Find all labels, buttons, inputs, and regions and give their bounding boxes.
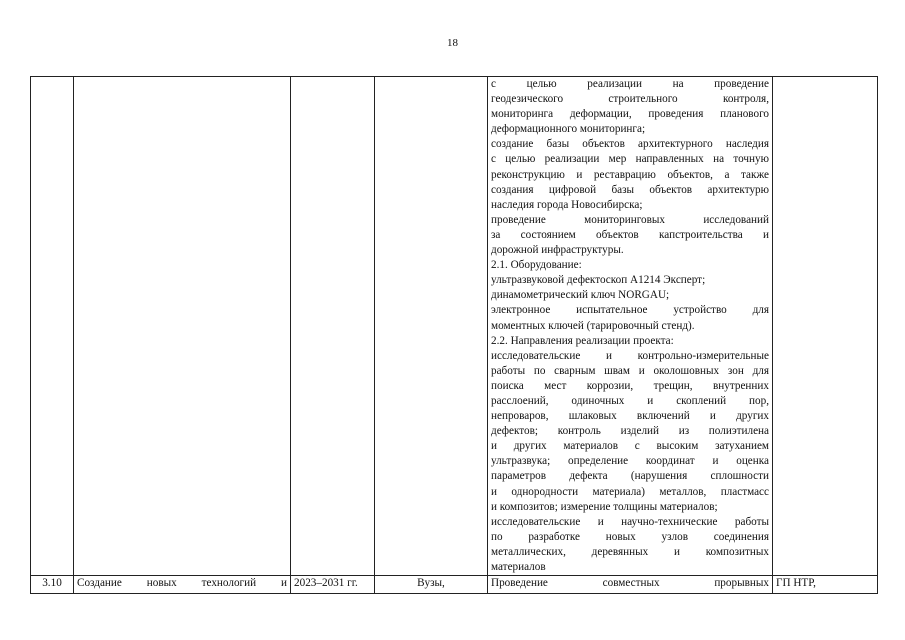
description-line: по разработке новых узлов соединения <box>491 530 769 543</box>
description-line: работы по сварным швам и околошовных зон для <box>491 364 769 377</box>
description-line: за состоянием объектов капстроительства и <box>491 228 769 241</box>
description-line: исследовательские и научно-технические работы <box>491 515 769 528</box>
table-row <box>31 77 878 576</box>
measures-table <box>30 76 878 594</box>
description-line: геодезического строительного контроля, <box>491 93 769 106</box>
description-line: наследия города Новосибирска; <box>491 198 643 211</box>
description-line: расслоений, одиночных и скоплений пор, <box>491 394 769 407</box>
description-line: 2.2. Направления реализации проекта: <box>491 334 674 347</box>
description-line: деформационного мониторинга; <box>491 123 646 136</box>
description-line: исследовательские и контрольно-измерительные <box>491 349 769 362</box>
description-line: с целью реализации мер направленных на точную <box>491 153 769 166</box>
description-cell: Проведение совместных прорывных <box>488 576 773 594</box>
description-line: проведение мониторинговых исследований <box>491 213 769 226</box>
description-line: мониторинга деформации, проведения планового <box>491 108 769 121</box>
number-cell: 3.10 <box>31 576 74 594</box>
number-cell <box>31 77 74 576</box>
description-line: дефектов; контроль изделий из полиэтилена <box>491 425 769 438</box>
description-line: непроваров, шлаковых включений и других <box>491 410 769 423</box>
title-cell: Создание новых технологий и <box>74 576 291 594</box>
description-line: ультразвуковой дефектоскоп А1214 Эксперт; <box>491 274 706 287</box>
description-line: параметров дефекта (нарушения сплошности <box>491 470 769 483</box>
description-line: создания цифровой базы объектов архитектурю <box>491 183 769 196</box>
period-cell <box>291 77 375 576</box>
description-line: и других материалов с высоким затуханием <box>491 440 769 453</box>
description-line: поиска мест коррозии, трещин, внутренних <box>491 379 769 392</box>
description-line: материалов <box>491 561 546 573</box>
page-number: 18 <box>447 37 458 49</box>
period-cell: 2023–2031 гг. <box>291 576 375 594</box>
description-line: и однородности материала) металлов, пластмасс <box>491 485 769 498</box>
table-row <box>31 576 878 594</box>
description-line: моментных ключей (тарировочный стенд). <box>491 319 695 332</box>
title-cell <box>74 77 291 576</box>
description-line: с целью реализации на проведение <box>491 78 769 90</box>
description-line: металлических, деревянных и композитных <box>491 545 769 558</box>
executor-cell <box>375 77 488 576</box>
description-cell <box>488 77 773 576</box>
description-line: и композитов; измерение толщины материалов; <box>491 500 718 513</box>
description-line: дорожной инфраструктуры. <box>491 244 624 257</box>
description-line: динамометрический ключ NORGAU; <box>491 289 670 302</box>
description-line: реконструкцию и реставрацию объектов, а также <box>491 168 769 181</box>
executor-cell: Вузы, <box>375 576 488 594</box>
program-cell: ГП НТР, <box>773 576 878 594</box>
description-line: создание базы объектов архитектурного наследия <box>491 138 769 151</box>
description-text <box>491 77 769 575</box>
description-line: ультразвука; определение координат и оценка <box>491 455 769 468</box>
description-line: 2.1. Оборудование: <box>491 259 582 272</box>
program-cell <box>773 77 878 576</box>
description-line: электронное испытательное устройство для <box>491 304 769 317</box>
